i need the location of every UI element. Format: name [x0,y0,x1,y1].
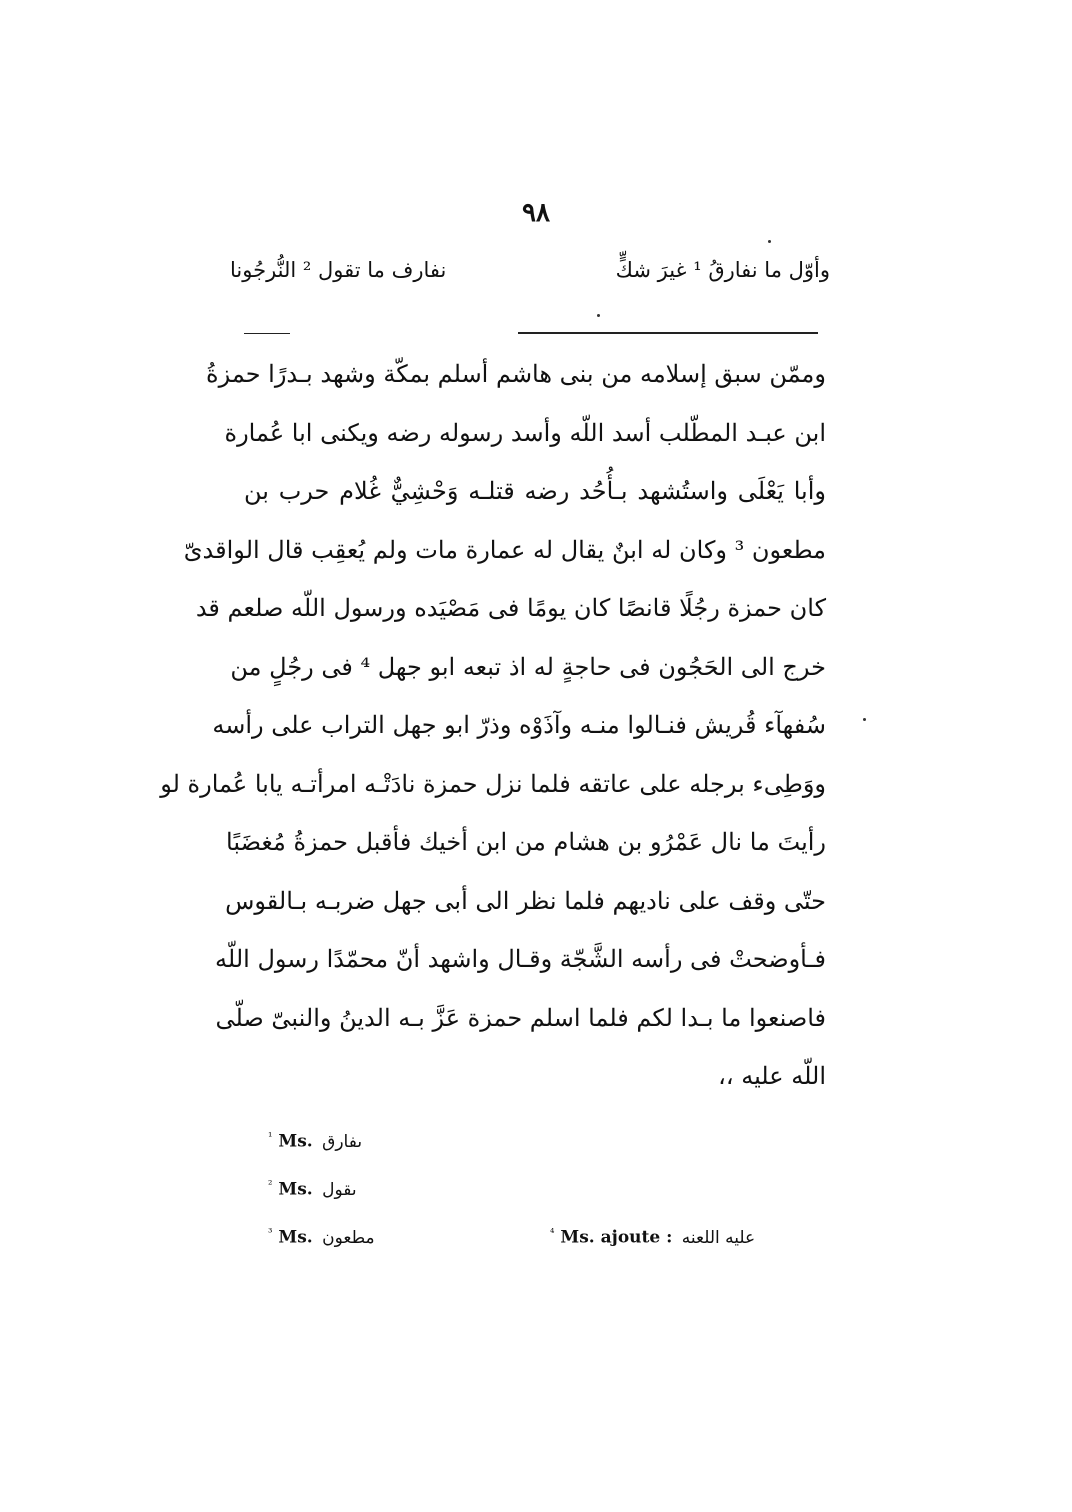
footnote-variant: ىفارق [322,1131,363,1152]
verse-left-hemistich: نفارف ما تقول ² النُّرجُونا [230,258,447,282]
footnote-source: Ms. ajoute : [560,1227,673,1248]
footnote-variant: ىقول [322,1179,357,1200]
section-rule-short [244,333,290,334]
scan-speck [863,718,866,721]
footnote-variant: عليه اللعنه [681,1227,756,1248]
body-line: سُفهآء قُريش فنـالوا منـه وآذَوْه وذرّ ابو جهل التراب على رأسه [212,711,826,739]
verse-line [230,258,830,298]
body-line: مطعون ³ وكان له ابنٌ يقال له عمارة مات ولم يُعقِب قال الواقدىّ [183,535,826,564]
footnote-mark: ³ [268,1226,273,1239]
footnote-mark: ² [268,1178,273,1191]
body-line: ووَطِىء برجله على عاتقه فلما نزل حمزة نادَتْـه امرأتـه يابا عُمارة لو [160,769,826,798]
section-rule [518,332,818,334]
footnote-variant: مطعون [322,1227,375,1248]
page-number: ٩٨ [522,198,550,228]
scan-speck [768,240,771,243]
footnote-source: Ms. [278,1179,313,1200]
body-line: رأيتَ ما نال عَمْرُو بن هشام من ابن أخيك فأقبل حمزةُ مُغضَبًا [226,828,826,856]
body-line: اللّه عليه ،، [718,1062,826,1090]
body-line: وممّن سبق إسلامه من بنى هاشم أسلم بمكّة وشهد بـدرًا حمزةُ [206,360,826,388]
footnote-mark: ¹ [268,1130,273,1143]
footnote-2 [268,1178,357,1200]
footnote-mark: ⁴ [550,1226,555,1239]
body-line: فـأوضحتْ فى رأسه الشَّجّة وقـال واشهد أنّ محمّدًا رسول اللّه [215,945,826,973]
verse-right-hemistich: وأوّل ما نفارقُ ¹ غيرَ شكٍّ [615,258,830,282]
body-line: حتّى وقف على ناديهم فلما نظر الى أبى جهل ضربـه بـالقوس [225,886,826,915]
body-line: وأبا يَعْلَى واستُشهد بـأُحُد رضه قتلـه وَحْشِيٌّ غُلام حرب بن [244,477,826,505]
body-line: فاصنعوا ما بـدا لكم فلما اسلم حمزة عَزَّ بـه الدينُ والنبىّ صلّى [215,1003,826,1032]
footnote-source: Ms. [278,1227,313,1248]
body-line: خرج الى الحَجُون فى حاجةٍ له اذ تبعه ابو جهل ⁴ فى رجُلٍ من [230,652,826,681]
footnote-source: Ms. [278,1131,313,1152]
body-text [160,348,826,1109]
body-line: ابن عبـد المطّلب أسد اللّه وأسد رسوله رضه ويكنى ابا عُمارة [224,418,826,447]
body-line: كان حمزة رجُلًا قانصًا كان يومًا فى مَصْيَده ورسول اللّه صلعم قد [195,594,826,622]
footnote-3 [268,1226,375,1248]
footnote-1 [268,1130,362,1152]
scan-speck [597,314,600,317]
footnote-4 [550,1226,755,1248]
